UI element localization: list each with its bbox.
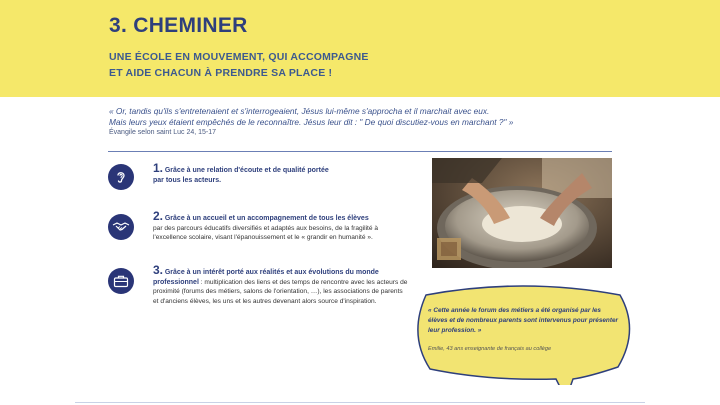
handshake-icon — [108, 214, 134, 240]
item-lead: Grâce à une relation d'écoute et de qualité portée — [164, 167, 329, 174]
item-lead: Grâce à un accueil et un accompagnement de tous les élèves — [164, 215, 369, 222]
item-lead-continued: par tous les acteurs. — [153, 176, 222, 184]
scripture-line-2: Mais leurs yeux étaient empêchés de le reconnaître. Jésus leur dit : " De quoi discutiez-vous en marchant ?" » — [109, 117, 514, 127]
testimonial-quote: « Cette année le forum des métiers a été organisé par les élèves et de nombreux parents sont intervenus pour présenter leur profession. » — [428, 307, 618, 334]
item-number: 1. — [153, 161, 164, 175]
list-item-text — [153, 209, 408, 243]
item-body: : multiplication des liens et des temps de rencontre avec les acteurs de proximité (forums des métiers, salons de l'orientation, …), les associations de parents et d'anciens élèves, les uns et les autres devenant alors source d'inspiration. — [153, 278, 408, 305]
footer-line — [75, 402, 645, 403]
item-number: 2. — [153, 209, 164, 223]
subtitle-line-2: ET AIDE CHACUN À PRENDRE SA PLACE ! — [109, 67, 333, 79]
header-band — [0, 0, 720, 97]
scripture-quote — [109, 106, 629, 128]
scripture-line-1: « Or, tandis qu'ils s'entretenaient et s'interrogeaient, Jésus lui-même s'approcha et il marchait avec eux. — [109, 106, 490, 116]
page-subtitle — [109, 49, 389, 81]
scripture-reference: Évangile selon saint Luc 24, 15-17 — [109, 129, 217, 136]
testimonial-author: Emilie, 43 ans enseignante de français au collège — [428, 346, 552, 352]
list-item-text — [153, 263, 408, 306]
page-title: 3. CHEMINER — [109, 14, 248, 37]
item-body: par des parcours éducatifs diversifiés et adaptés aux besoins, de la fragilité à l'excellence scolaire, visant l'épanouissement et le « grandir en humanité ». — [153, 224, 379, 242]
section-divider — [108, 151, 612, 152]
briefcase-icon — [108, 268, 134, 294]
subtitle-line-1: UNE ÉCOLE EN MOUVEMENT, QUI ACCOMPAGNE — [109, 51, 369, 63]
hands-kneading-photo — [432, 158, 612, 268]
item-lead: Grâce à un intérêt porté aux réalités et aux évolutions du monde professionnel — [153, 269, 379, 286]
ear-icon — [108, 164, 134, 190]
item-number: 3. — [153, 263, 164, 277]
list-item-text — [153, 161, 408, 185]
